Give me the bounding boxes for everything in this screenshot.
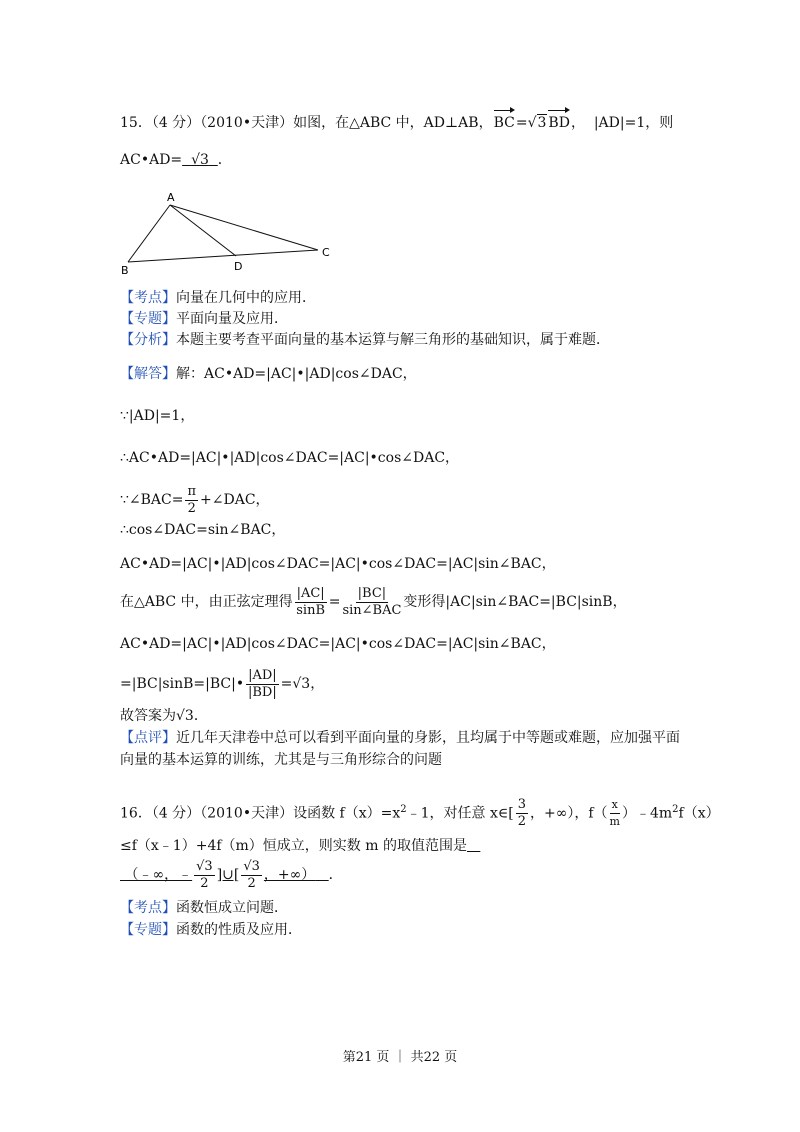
- q16-score: （4 分）: [151, 805, 201, 822]
- sqrt-sign: √: [527, 115, 537, 131]
- q15-score: （4 分）: [151, 115, 201, 131]
- label-a: A: [167, 191, 175, 204]
- zhuanti-text: 平面向量及应用．: [176, 311, 288, 327]
- solution-text-4a: ∵∠BAC=: [120, 492, 184, 508]
- q15-comma: ，: [570, 115, 585, 131]
- q15-dianping-2: [120, 750, 442, 770]
- solution-text-7b: 变形得|AC|sin∠BAC=|BC|sinB，: [403, 594, 627, 610]
- solution-text-7a: 在△ABC 中，由正弦定理得: [120, 594, 293, 610]
- fraction-pi-over-2: [185, 484, 198, 517]
- q16-blank: [467, 838, 480, 854]
- kaodian-text: 函数恒成立问题．: [176, 900, 288, 916]
- q16-stem-a: 设函数 f（x）=x: [293, 805, 401, 822]
- frac-den: 2: [200, 875, 209, 891]
- q15-solution-line-4: [120, 482, 270, 518]
- fraction-neg-sqrt3-over-2: [194, 859, 215, 892]
- frac-num: |AC|: [296, 585, 325, 601]
- q16-stem-c: ，+∞），f（: [529, 805, 608, 822]
- q15-solution-line-9: [120, 666, 324, 702]
- triangle-figure: [118, 190, 348, 280]
- frac-den: sin∠BAC: [342, 602, 402, 618]
- solution-text-9b: =√3，: [280, 676, 325, 692]
- frac-num: π: [187, 483, 197, 499]
- sqrt-three: [528, 113, 548, 133]
- fenxi-text: 本题主要考查平面向量的基本运算与解三角形的基础知识，属于难题．: [176, 332, 610, 348]
- q15-answer-fill: [182, 152, 218, 168]
- q16-stem: [120, 792, 720, 832]
- frac-den: 2: [517, 814, 526, 830]
- q15-source: （2010•天津）: [200, 115, 294, 131]
- q16-ans-end: ．: [328, 867, 343, 883]
- solution-text-1: 解：AC•AD=|AC|•|AD|cos∠DAC，: [176, 366, 417, 382]
- q16-kaodian: [120, 898, 288, 918]
- q15-number: 15．: [120, 115, 152, 131]
- q15-solution-line-2: [120, 406, 194, 426]
- frac-num: |BC|: [357, 585, 387, 601]
- fenxi-tag: 【分析】: [120, 332, 176, 348]
- label-c: C: [322, 246, 330, 259]
- fraction-x-over-m: [610, 797, 620, 830]
- solution-text-10: 故答案为√3．: [120, 708, 208, 724]
- edge-ad: [170, 205, 236, 256]
- edge-ab: [128, 205, 170, 262]
- q15-solution-line-5: [120, 520, 285, 540]
- q16-answer-fill: [120, 858, 329, 891]
- fraction-ad-over-bd: [246, 668, 279, 701]
- dianping-tag: 【点评】: [120, 730, 176, 746]
- vector-bc: BC: [494, 108, 515, 133]
- frac-num: x: [610, 797, 620, 814]
- kaodian-text: 向量在几何中的应用．: [176, 290, 316, 306]
- solution-text-5: ∴cos∠DAC=sin∠BAC，: [120, 522, 286, 538]
- q15-dianping-1: [120, 728, 680, 748]
- q16-number: 16．: [120, 805, 152, 822]
- kaodian-tag: 【考点】: [120, 290, 176, 306]
- solution-text-3: ∴AC•AD=|AC|•|AD|cos∠DAC=|AC|•cos∠DAC，: [120, 450, 460, 466]
- solution-text-6: AC•AD=|AC|•|AD|cos∠DAC=|AC|•cos∠DAC=|AC|sin∠BAC，: [120, 556, 556, 572]
- zhuanti-tag: 【专题】: [120, 311, 176, 327]
- q16-ans-c: ，+∞）: [263, 867, 316, 883]
- q15-solution-line-10: [120, 706, 208, 726]
- q16-stem-b: ﹣1，对任意 x∈[: [406, 805, 514, 822]
- fraction-3-over-2: [516, 797, 528, 830]
- q16-stem-e: f（x）: [678, 805, 720, 822]
- q16-stem-f: ≤f（x﹣1）+4f（m）恒成立，则实数 m 的取值范围是: [120, 838, 467, 854]
- frac-den: m: [609, 815, 620, 829]
- frac-den: sinB: [296, 602, 326, 618]
- dianping-text-1: 近几年天津卷中总可以看到平面向量的身影，且均属于中等题或难题，应加强平面: [176, 730, 680, 746]
- edge-bc: [128, 250, 318, 262]
- fraction-ac-over-sinb: [295, 586, 327, 619]
- frac-num: |AD|: [248, 667, 277, 683]
- q15-solution-line-1: [120, 364, 417, 384]
- solution-text-4b: +∠DAC，: [200, 492, 270, 508]
- label-d: D: [234, 260, 243, 273]
- solution-text-8: AC•AD=|AC|•|AD|cos∠DAC=|AC|•cos∠DAC=|AC|sin∠BAC，: [120, 636, 556, 652]
- zhuanti-tag: 【专题】: [120, 922, 176, 938]
- solution-text-2: ∵|AD|=1，: [120, 408, 195, 424]
- frac-den: 2: [187, 500, 196, 516]
- frac-num: 3: [517, 797, 526, 813]
- q15-solution-line-3: [120, 448, 459, 468]
- superscript-2: 2: [400, 804, 407, 815]
- q15-ans-lhs: AC•AD=: [120, 152, 183, 168]
- label-b: B: [121, 264, 129, 277]
- q16-ans-a: （﹣∞，﹣: [124, 867, 193, 883]
- q16-answer: [120, 856, 343, 894]
- fraction-sqrt3-over-2: [241, 859, 262, 892]
- q15-ans-value: √3: [191, 152, 209, 168]
- q16-stem-2: [120, 836, 480, 856]
- vector-bd: BD: [548, 108, 570, 133]
- solution-text-9a: =|BC|sinB=|BC|•: [120, 676, 245, 692]
- q15-stem-a: 如图，在△ABC 中，AD⊥AB，: [293, 115, 493, 131]
- q15-stem: [120, 108, 673, 133]
- q15-answer: [120, 150, 232, 170]
- q16-zhuanti: [120, 920, 302, 940]
- q15-eq: =: [515, 115, 528, 131]
- q15-solution-line-8: [120, 634, 556, 654]
- q15-solution-line-6: [120, 554, 556, 574]
- q15-zhuanti: [120, 309, 288, 329]
- frac-num: √3: [243, 858, 260, 874]
- frac-num: √3: [196, 858, 213, 874]
- q15-kaodian: [120, 288, 316, 308]
- q16-stem-d: ）﹣4m: [621, 805, 673, 822]
- sqrt-radicand: 3: [537, 115, 547, 131]
- q15-solution-line-7: [120, 584, 627, 620]
- q15-fenxi: [120, 330, 610, 350]
- edge-ac: [170, 205, 318, 250]
- kaodian-tag: 【考点】: [120, 900, 176, 916]
- dianping-text-2: 向量的基本运算的训练，尤其是与三角形综合的问题: [120, 752, 442, 768]
- fraction-bc-over-sinbac: [342, 586, 401, 619]
- frac-den: |BD|: [247, 684, 277, 700]
- equal-sign: =: [328, 594, 341, 610]
- jieda-tag: 【解答】: [120, 366, 176, 382]
- frac-den: 2: [247, 875, 256, 891]
- q15-ans-end: ．: [217, 152, 232, 168]
- superscript-2: 2: [672, 804, 679, 815]
- zhuanti-text: 函数的性质及应用．: [176, 922, 302, 938]
- page-footer: 第21 页 ｜ 共22 页: [342, 1050, 458, 1065]
- q16-ans-b: ]∪[: [216, 867, 240, 883]
- q15-stem-b: |AD|=1，则: [593, 115, 674, 131]
- q16-source: （2010•天津）: [200, 805, 294, 822]
